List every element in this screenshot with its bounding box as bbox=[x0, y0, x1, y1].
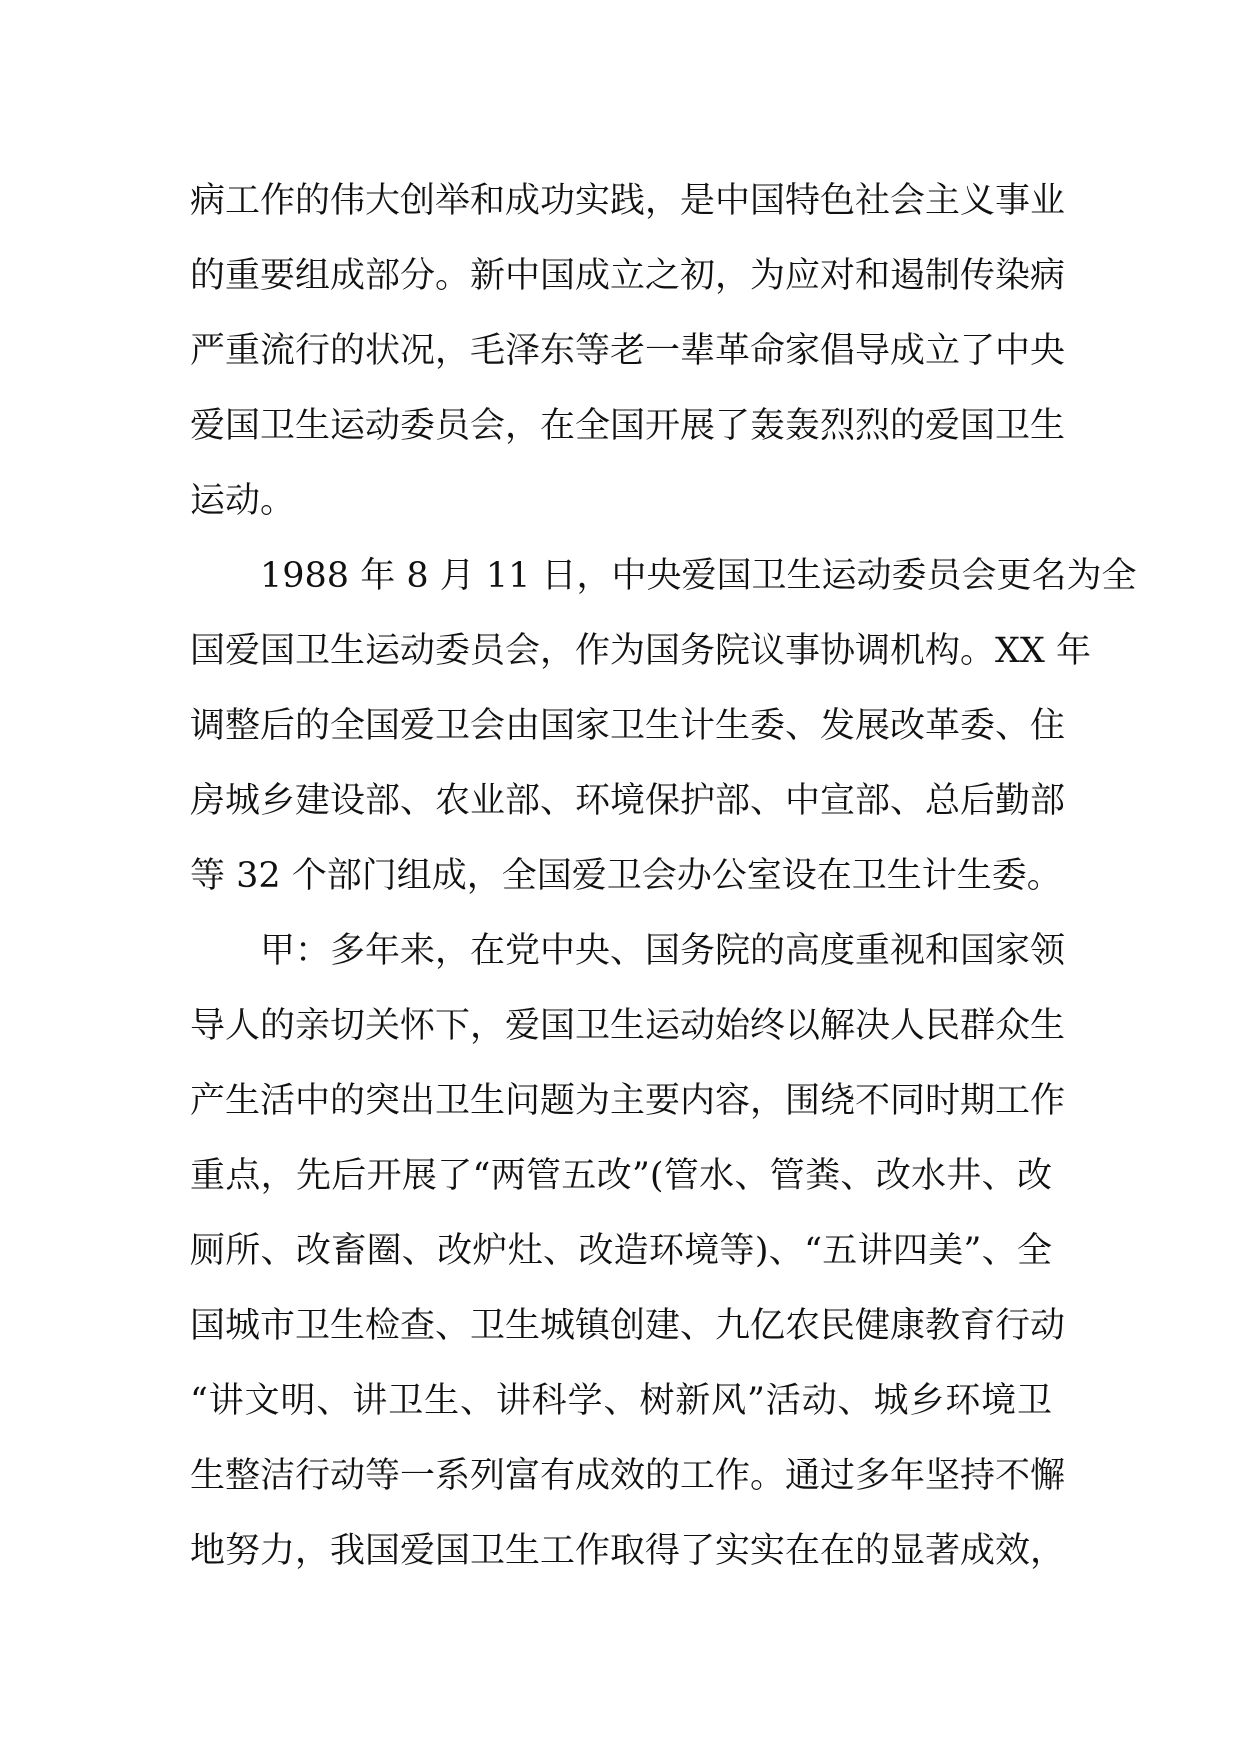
text-line: 导人的亲切关怀下，爱国卫生运动始终以解决人民群众生 bbox=[190, 1006, 1066, 1046]
text-line: 爱国卫生运动委员会，在全国开展了轰轰烈烈的爱国卫生 bbox=[190, 406, 1066, 446]
paragraph-3 bbox=[190, 914, 1066, 1589]
text-line: 国城市卫生检查、卫生城镇创建、九亿农民健康教育行动 bbox=[190, 1306, 1066, 1346]
text-line: 国爱国卫生运动委员会，作为国务院议事协调机构。XX 年 bbox=[190, 631, 1091, 671]
text-line: 地努力，我国爱国卫生工作取得了实实在在的显著成效， bbox=[190, 1531, 1066, 1571]
body-text bbox=[190, 164, 1137, 1589]
text-line: 调整后的全国爱卫会由国家卫生计生委、发展改革委、住 bbox=[190, 706, 1066, 746]
text-line: 厕所、改畜圈、改炉灶、改造环境等)、“五讲四美”、全 bbox=[190, 1231, 1052, 1271]
text-line: 1988 年 8 月 11 日，中央爱国卫生运动委员会更名为全 bbox=[260, 556, 1137, 596]
text-line: “讲文明、讲卫生、讲科学、树新风”活动、城乡环境卫 bbox=[190, 1381, 1052, 1421]
text-line: 产生活中的突出卫生问题为主要内容，围绕不同时期工作 bbox=[190, 1081, 1066, 1121]
text-line: 病工作的伟大创举和成功实践，是中国特色社会主义事业 bbox=[190, 181, 1066, 221]
text-line: 运动。 bbox=[190, 481, 296, 521]
text-line: 生整洁行动等一系列富有成效的工作。通过多年坚持不懈 bbox=[190, 1456, 1066, 1496]
text-line: 的重要组成部分。新中国成立之初，为应对和遏制传染病 bbox=[190, 256, 1066, 296]
text-line: 房城乡建设部、农业部、环境保护部、中宣部、总后勤部 bbox=[190, 781, 1066, 821]
text-line: 重点，先后开展了“两管五改”(管水、管粪、改水井、改 bbox=[190, 1156, 1052, 1196]
text-line: 严重流行的状况，毛泽东等老一辈革命家倡导成立了中央 bbox=[190, 331, 1066, 371]
paragraph-1 bbox=[190, 164, 1066, 539]
text-line: 等 32 个部门组成，全国爱卫会办公室设在卫生计生委。 bbox=[190, 856, 1062, 896]
paragraph-2 bbox=[190, 539, 1137, 914]
text-line: 甲：多年来，在党中央、国务院的高度重视和国家领 bbox=[260, 931, 1066, 971]
